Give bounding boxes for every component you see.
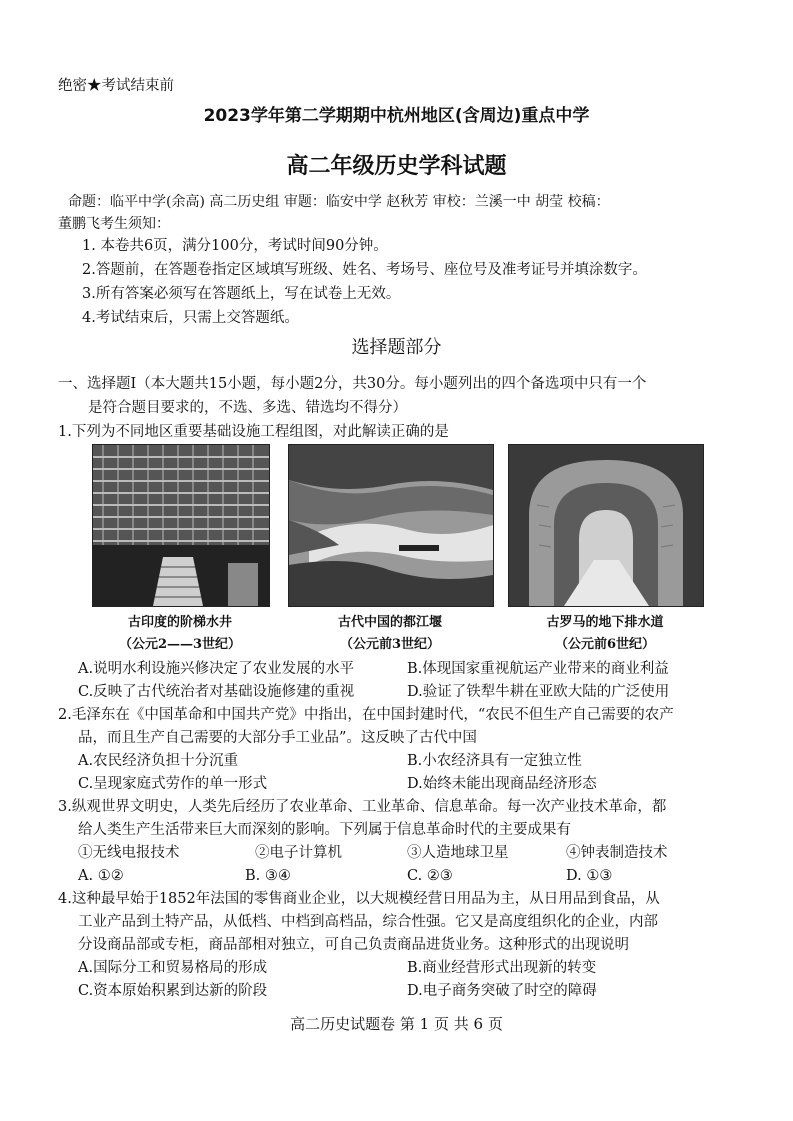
notice-item: 4.考试结束后，只需上交答题纸。 [82, 310, 299, 326]
part-intro-2: 是符合题目要求的，不选、多选、错选均不得分） [88, 400, 407, 416]
roman-sewer-photo [508, 444, 704, 607]
question-1-stem: 1.下列为不同地区重要基础设施工程组图，对此解读正确的是 [58, 424, 449, 440]
exam-title: 2023学年第二学期期中杭州地区(含周边)重点中学 [203, 106, 590, 126]
question-3-item: ③人造地球卫星 [407, 845, 509, 861]
caption-title: 古罗马的地下排水道 [546, 615, 664, 630]
caption-date: （公元前3世纪） [339, 637, 441, 652]
question-4-option-b: B.商业经营形式出现新的转变 [407, 960, 597, 976]
caption-title: 古印度的阶梯水井 [127, 615, 232, 630]
question-2-option-c: C.呈现家庭式劳作的单一形式 [78, 776, 268, 792]
notice-item: 1. 本卷共6页，满分100分，考试时间90分钟。 [82, 238, 388, 254]
question-3-option-d: D. ①③ [566, 868, 613, 884]
question-4-option-a: A.国际分工和贸易格局的形成 [78, 960, 268, 976]
question-1-option-c: C.反映了古代统治者对基础设施修建的重视 [78, 684, 355, 700]
dujiangyan-photo [288, 444, 494, 607]
question-2-option-b: B.小农经济具有一定独立性 [407, 753, 582, 769]
question-4-stem: 4.这种最早始于1852年法国的零售商业企业，以大规模经营日用品为主，从日用品到食品，从 [58, 891, 660, 907]
question-3-option-a: A. ①② [78, 868, 124, 884]
question-1-option-b: B.体现国家重视航运产业带来的商业利益 [407, 661, 669, 677]
credits-line: 命题：临平中学(余高) 高二历史组 审题：临安中学 赵秋芳 审校：兰溪一中 胡莹 校稿： [68, 194, 610, 210]
notice-item: 3.所有答案必须写在答题纸上，写在试卷上无效。 [82, 286, 401, 302]
question-1-option-d: D.验证了铁犁牛耕在亚欧大陆的广泛使用 [407, 684, 670, 700]
part-intro: 一、选择题Ⅰ（本大题共15小题，每小题2分，共30分。每小题列出的四个备选项中只有一个 [58, 376, 647, 392]
question-3-item: ②电子计算机 [255, 845, 342, 861]
stepwell-photo [92, 444, 270, 607]
notice-item: 2.答题前，在答题卷指定区域填写班级、姓名、考场号、座位号及准考证号并填涂数字。 [82, 262, 647, 278]
stepwell-caption [92, 612, 268, 656]
roman-sewer-caption [508, 612, 702, 656]
question-4-option-c: C.资本原始积累到达新的阶段 [78, 983, 268, 999]
question-3-option-c: C. ②③ [407, 868, 453, 884]
dujiangyan-caption [288, 612, 492, 656]
question-4-stem-3: 分设商品部或专柜，商品部相对独立，可自己负责商品进货业务。这种形式的出现说明 [78, 937, 629, 953]
question-3-item: ④钟表制造技术 [566, 845, 668, 861]
credits-line-2: 董鹏飞考生须知： [58, 216, 170, 232]
question-1-option-a: A.说明水利设施兴修决定了农业发展的水平 [78, 661, 355, 677]
question-3-option-b: B. ③④ [245, 868, 291, 884]
caption-title: 古代中国的都江堰 [337, 615, 442, 630]
caption-date: （公元前6世纪） [554, 637, 656, 652]
question-2-stem-2: 品，而且生产自己需要的大部分手工业品”。这反映了古代中国 [78, 730, 477, 746]
question-2-stem: 2.毛泽东在《中国革命和中国共产党》中指出，在中国封建时代，“农民不但生产自己需要的农产 [58, 707, 674, 723]
section-title: 选择题部分 [351, 337, 442, 358]
exam-subtitle: 高二年级历史学科试题 [286, 154, 507, 179]
question-2-option-a: A.农民经济负担十分沉重 [78, 753, 239, 769]
question-2-option-d: D.始终未能出现商品经济形态 [407, 776, 597, 792]
question-4-stem-2: 工业产品到土特产品，从低档、中档到高档品，综合性强。它又是高度组织化的企业，内部 [78, 914, 658, 930]
question-4-option-d: D.电子商务突破了时空的障碍 [407, 983, 597, 999]
caption-date: （公元2——3世纪） [118, 637, 242, 652]
confidential-mark: 绝密★考试结束前 [58, 78, 174, 94]
question-3-stem: 3.纵观世界文明史，人类先后经历了农业革命、工业革命、信息革命。每一次产业技术革命，都 [58, 799, 667, 815]
question-3-stem-2: 给人类生产生活带来巨大而深刻的影响。下列属于信息革命时代的主要成果有 [78, 822, 571, 838]
question-3-item: ①无线电报技术 [78, 845, 180, 861]
page-footer: 高二历史试题卷 第 1 页 共 6 页 [290, 1015, 503, 1033]
